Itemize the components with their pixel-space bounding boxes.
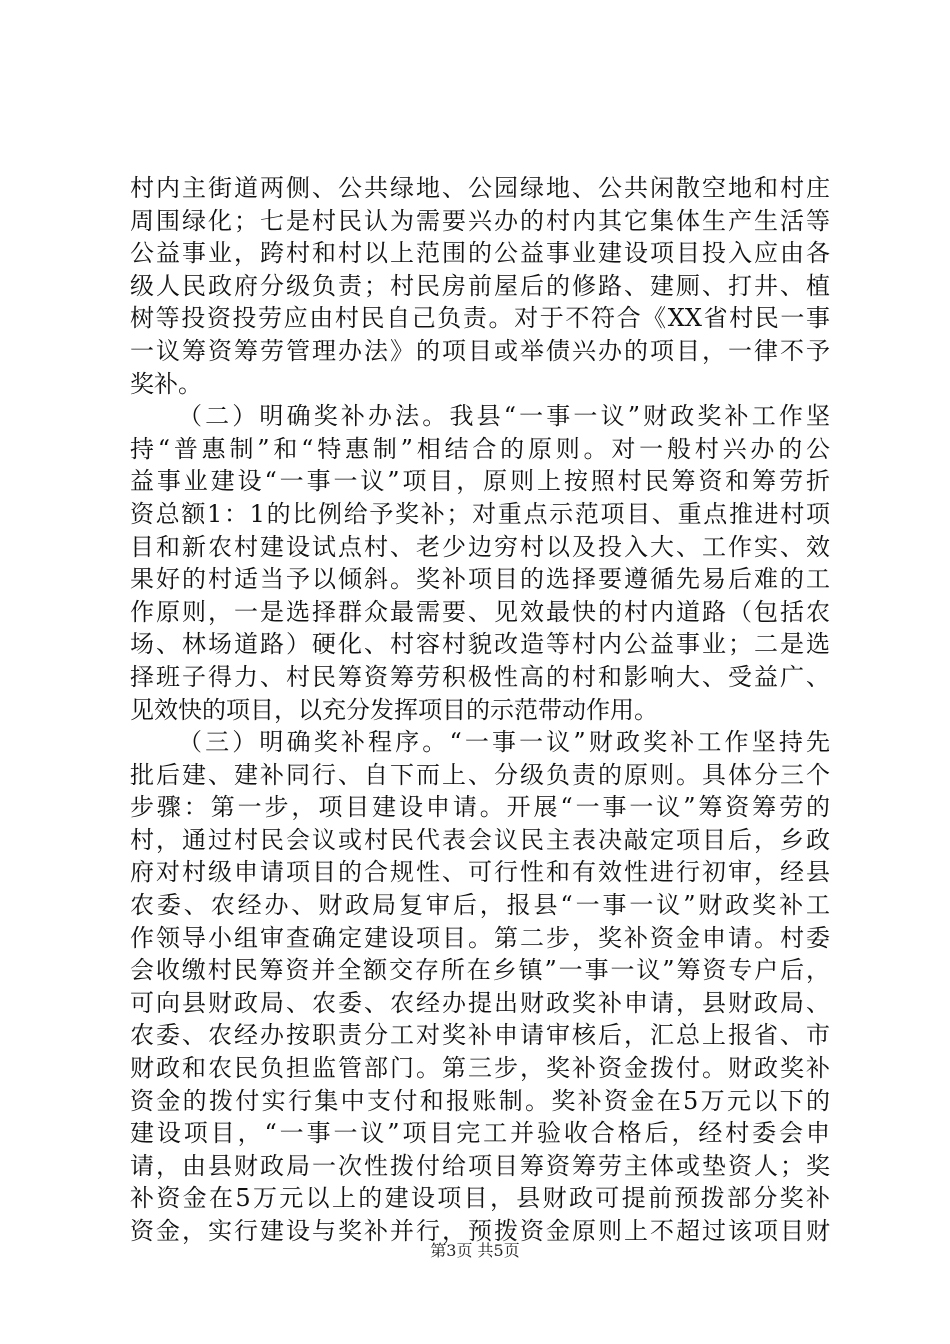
text-line-24: 作领导小组审查确定建设项目。第二步，奖补资金申请。村委 — [130, 923, 830, 952]
text-line-4: 级人民政府分级负责；村民房前屋后的修路、建厕、打井、植 — [130, 271, 830, 300]
text-line-12: 目和新农村建设试点村、老少边穷村以及投入大、工作实、效 — [130, 532, 830, 561]
text-line-3: 公益事业，跨村和村以上范围的公益事业建设项目投入应由各 — [130, 239, 830, 268]
text-line-27: 农委、农经办按职责分工对奖补申请审核后，汇总上报省、市 — [130, 1021, 830, 1050]
text-line-25: 会收缴村民筹资并全额交存所在乡镇”一事一议”筹资专户后， — [130, 956, 830, 985]
text-line-21: 村，通过村民会议或村民代表会议民主表决敲定项目后，乡政 — [130, 825, 830, 854]
text-line-26: 可向县财政局、农委、农经办提出财政奖补申请，县财政局、 — [130, 988, 830, 1017]
text-line-17: 见效快的项目，以充分发挥项目的示范带动作用。 — [130, 695, 658, 724]
document-body — [130, 172, 830, 1248]
text-line-30: 建设项目，“一事一议”项目完工并验收合格后，经村委会申 — [130, 1119, 830, 1148]
text-line-1: 村内主街道两侧、公共绿地、公园绿地、公共闲散空地和村庄 — [130, 174, 830, 202]
text-line-9: 持“普惠制”和“特惠制”相结合的原则。对一般村兴办的公 — [130, 434, 830, 463]
text-line-13: 果好的村适当予以倾斜。奖补项目的选择要遵循先易后难的工 — [130, 565, 830, 594]
text-line-32: 补资金在5万元以上的建设项目，县财政可提前预拨部分奖补 — [130, 1184, 830, 1213]
text-line-16: 择班子得力、村民筹资筹劳积极性高的村和影响大、受益广、 — [130, 662, 830, 691]
text-line-29: 资金的拨付实行集中支付和报账制。奖补资金在5万元以下的 — [130, 1086, 830, 1115]
page-number-footer: 第3页 共5页 — [430, 1241, 520, 1260]
text-line-7: 奖补。 — [130, 369, 202, 398]
text-line-22: 府对村级申请项目的合规性、可行性和有效性进行初审，经县 — [130, 858, 830, 887]
text-line-11: 资总额1：1的比例给予奖补；对重点示范项目、重点推进村项 — [130, 499, 830, 528]
text-line-8: （二）明确奖补办法。我县“一事一议”财政奖补工作坚 — [178, 402, 830, 431]
text-line-31: 请，由县财政局一次性拨付给项目筹资筹劳主体或垫资人；奖 — [130, 1151, 830, 1180]
text-line-28: 财政和农民负担监管部门。第三步，奖补资金拨付。财政奖补 — [130, 1054, 830, 1083]
text-line-20: 步骤：第一步，项目建设申请。开展“一事一议”筹资筹劳的 — [130, 793, 830, 822]
text-line-14: 作原则，一是选择群众最需要、见效最快的村内道路（包括农 — [130, 597, 830, 626]
text-line-33: 资金，实行建设与奖补并行，预拨资金原则上不超过该项目财 — [130, 1217, 830, 1245]
text-line-23: 农委、农经办、财政局复审后，报县“一事一议”财政奖补工 — [130, 891, 830, 920]
text-line-2: 周围绿化；七是村民认为需要兴办的村内其它集体生产生活等 — [130, 206, 830, 235]
text-line-10: 益事业建设“一事一议”项目，原则上按照村民筹资和筹劳折 — [130, 467, 830, 496]
text-line-18: （三）明确奖补程序。“一事一议”财政奖补工作坚持先 — [178, 728, 830, 757]
text-line-15: 场、林场道路）硬化、村容村貌改造等村内公益事业；二是选 — [130, 630, 830, 659]
text-line-19: 批后建、建补同行、自下而上、分级负责的原则。具体分三个 — [130, 760, 830, 789]
text-line-6: 一议筹资筹劳管理办法》的项目或举债兴办的项目，一律不予 — [130, 336, 830, 365]
text-line-5: 树等投资投劳应由村民自己负责。对于不符合《XX省村民一事 — [130, 304, 830, 333]
